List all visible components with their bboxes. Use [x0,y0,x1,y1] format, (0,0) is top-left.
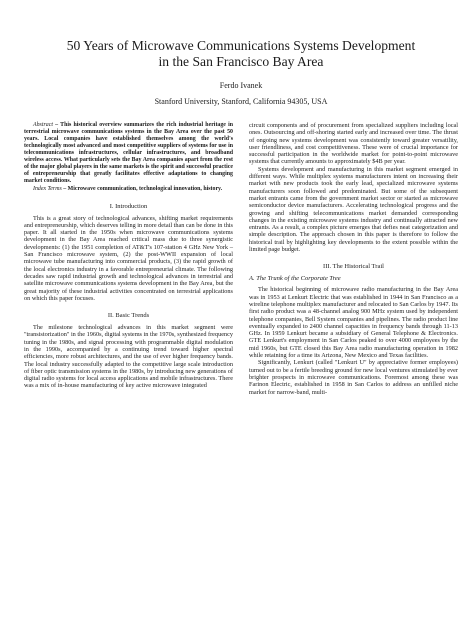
title-line-2: in the San Francisco Bay Area [158,54,324,69]
index-terms [24,186,233,193]
section-heading-basic-trends: II. Basic Trends [107,312,150,320]
author-affiliation: Stanford University, Stanford, California 94305, USA [154,97,328,106]
section-heading-historical-trail: III. The Historical Trail [323,263,384,271]
left-column [24,122,233,396]
right-column [249,122,458,396]
body-columns [24,122,458,396]
index-terms-text: – Microwave communication, technological innovation, history. [61,185,223,192]
title-line-1: 50 Years of Microwave Communications Systems Development [66,38,416,53]
abstract-label: Abstract [33,122,53,128]
index-terms-label: Index Terms [33,185,62,192]
basic-trends-paragraph: The milestone technological advances in this market segment were "transistorization" in the 1960s, digital systems in the 1970s, synthesized frequency tuning in the 1980s, and signal processing with programmable digital modulation in the 1990s, accompanied by a continuing trend toward higher spectral efficiencies, more robust architectures, and the use of ever higher frequency bands. The local industry successfully adapted to the competitive large scale introduction of fiber optic transmission systems in the 1980s, by introducing new generations of digital radio systems for local access applications and mobile infrastructures. There was a mix of in-house manufacturing of key active microwave integrated [24,324,233,390]
abstract-text: – This historical overview summarizes the rich industrial heritage in terrestrial microwave communications systems in the Bay Area over the past 50 years. Local companies have established themselves among the world's technologically most advanced and most competitive suppliers of systems for use in telecommunications infrastructures, cellular infrastructures, and broadband wireless access. What particularly sets the Bay Area companies apart from the rest of the major global players in the same markets is the spirit and successful practice of entrepreneurship that greatly facilitates effective adaptations to changing market conditions. [24,122,233,184]
subsection-heading-corporate-tree: A. The Trunk of the Corporate Tree [249,275,341,283]
continued-paragraph: circuit components and of procurement from specialized suppliers including local ones. Outsourcing and off-shoring started early and increased over time. The thrust of ongoing new systems development was consistently toward greater versatility, user friendliness, and cost competitiveness. These were of crucial importance for successful participation in the worldwide market for point-to-point microwave systems that currently amounts to approximately $4B per year. [249,122,458,166]
abstract [24,122,233,185]
paper-title [24,38,458,70]
author-name: Ferdo Ivanek [219,81,263,90]
lenkurt-paragraph: Significantly, Lenkurt (called "Lenkurt U" by appreciative former employees) turned out to be a fertile breeding ground for new local ventures stimulated by ever brighter prospects in microwave communications. Foremost among these was Farinon Electric, established in 1958 in San Carlos to address an unfilled niche market for narrow-band, multi- [249,359,458,396]
historical-trail-paragraph: The historical beginning of microwave radio manufacturing in the Bay Area was in 1953 at Lenkurt Electric that was established in 1944 in San Francisco as a wireline telephone multiplex manufacturer and relocated to San Carlos by 1947. Its first radio product was a 48-channel analog 900 MHz system used by independent telephone companies, Bell System companies and pipelines. The radio product line eventually expanded to 2400 channel capacities in frequency bands through 11-13 GHz. In 1959 Lenkurt became a subsidiary of General Telephone & Electronics. GTE Lenkurt's employment in San Carlos peaked to over 4000 employees by the mid 1960s, but GTE closed this Bay Area radio manufacturing operation in 1982 while retaining for a time its Arizona, New Mexico and Texas facilities. [249,286,458,360]
section-heading-introduction: I. Introduction [109,202,148,210]
introduction-paragraph: This is a great story of technological advances, shifting market requirements and entrepreneurship, which deserves telling in more detail than can be done in this paper. It all started in the 1950s when microwave communications systems development in the Bay Area reached critical mass due to three synergistic developments: (1) the 1951 completion of AT&T's 107-station 4 GHz New York – San Francisco microwave system, (2) the post-WWII expansion of local microwave tube manufacturing into commercial products, (3) the rapid growth of the local electronics industry in a favorable entrepreneurial climate. The following decades saw rapid industrial growth and technological advances in terrestrial and satellite microwave communications systems development in the Bay Area, but the great majority of these industrial activities concentrated on terrestrial applications on which this paper focuses. [24,214,233,302]
systems-development-paragraph: Systems development and manufacturing in this market segment emerged in different ways. While multiplex systems manufacturers intent on increasing their market with new products took the early lead, specialized microwave systems manufacturers soon followed and predominated. But some of the subsequent market entrants came from the government market sector or started as microwave semiconductor device manufacturers. Accelerating technological progress and the growing and shifting telecommunications market demanded corresponding changes in the existing microwave systems industry and continually attracted new entrants. As a result, a complex picture emerges that defies neat categorization and simple description. The approach chosen in this paper is therefore to follow the historical trail by highlighting key developments to the extent possible within the limited page budget. [249,165,458,254]
